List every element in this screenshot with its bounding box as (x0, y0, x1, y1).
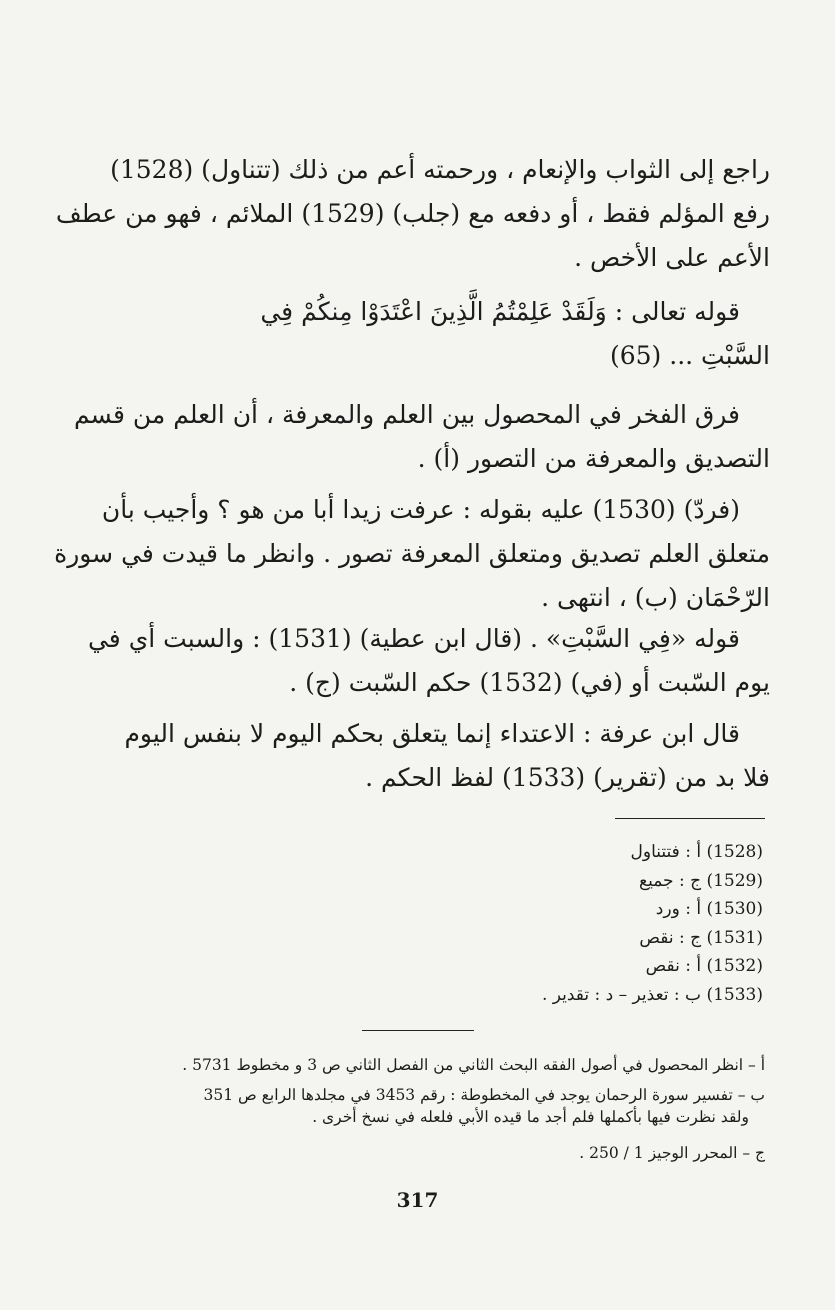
paragraph-3 (74, 393, 770, 481)
text-line: فرق الفخر في المحصول بين العلم والمعرفة ، أن العلم من قسم (74, 400, 740, 429)
footnote-line: ب – تفسير سورة الرحمان يوجد في المخطوطة : رقم 3453 في مجلدها الرابع ص 351 (203, 1086, 765, 1104)
variant-note: (1531) ج : نقص (639, 927, 763, 948)
paragraph-5 (87, 617, 770, 705)
text-line: التصديق والمعرفة من التصور (أ) . (417, 444, 770, 473)
text-line: الرّحْمَان (ب) ، انتهى . (541, 583, 770, 612)
text-line: راجع إلى الثواب والإنعام ، ورحمته أعم من ذلك (تتناول) (1528) (110, 155, 770, 184)
variant-note: (1533) ب : تعذير – د : تقدير . (541, 985, 763, 1005)
text-line: قوله تعالى : وَلَقَدْ عَلِمْتُمُ الَّذِينَ اعْتَدَوْا مِنكُمْ فِي (260, 297, 740, 326)
text-line: الأعم على الأخص . (574, 243, 770, 272)
footnote-line: ج – المحرر الوجيز 1 / 250 . (579, 1144, 765, 1162)
footnote-jim (85, 1142, 765, 1164)
separator-rule (362, 1030, 474, 1031)
paragraph-4 (54, 488, 770, 620)
text-line: قوله «فِي السَّبْتِ» . (قال ابن عطية) (1531) : والسبت أي في (87, 624, 740, 653)
variant-note: (1528) أ : فتتناول (630, 842, 763, 862)
variant-note: (1529) ج : جميع (639, 870, 763, 891)
paragraph-1 (55, 148, 770, 280)
page-number: 317 (396, 1188, 439, 1212)
text-line: متعلق العلم تصديق ومتعلق المعرفة تصور . وانظر ما قيدت في سورة (54, 539, 770, 568)
variant-note: (1532) أ : نقص (645, 956, 763, 977)
paragraph-2-quran-verse (105, 290, 770, 378)
text-line: يوم السّبت أو (في) (1532) حكم السّبت (ج) . (289, 668, 770, 697)
text-line: رفع المؤلم فقط ، أو دفعه مع (جلب) (1529) الملائم ، فهو من عطف (55, 199, 770, 228)
paragraph-6 (105, 712, 770, 800)
footnote-ba (85, 1084, 765, 1128)
text-line: فلا بد من (تقرير) (1533) لفظ الحكم . (365, 763, 770, 792)
footnote-line: ولقد نظرت فيها بأكملها فلم أجد ما قيده الأبي فلعله في نسخ أخرى . (312, 1108, 749, 1126)
variant-note: (1530) أ : ورد (655, 899, 763, 920)
text-line: قال ابن عرفة : الاعتداء إنما يتعلق بحكم اليوم لا بنفس اليوم (124, 719, 740, 748)
text-line: السَّبْتِ ... (65) (609, 341, 770, 370)
footnote-alef (85, 1054, 765, 1076)
text-line: (فردّ) (1530) عليه بقوله : عرفت زيدا أبا من هو ؟ وأجيب بأن (101, 495, 740, 524)
separator-rule (615, 818, 765, 819)
footnote-line: أ – انظر المحصول في أصول الفقه البحث الثاني من الفصل الثاني ص 3 و مخطوط 5731 . (182, 1056, 765, 1074)
